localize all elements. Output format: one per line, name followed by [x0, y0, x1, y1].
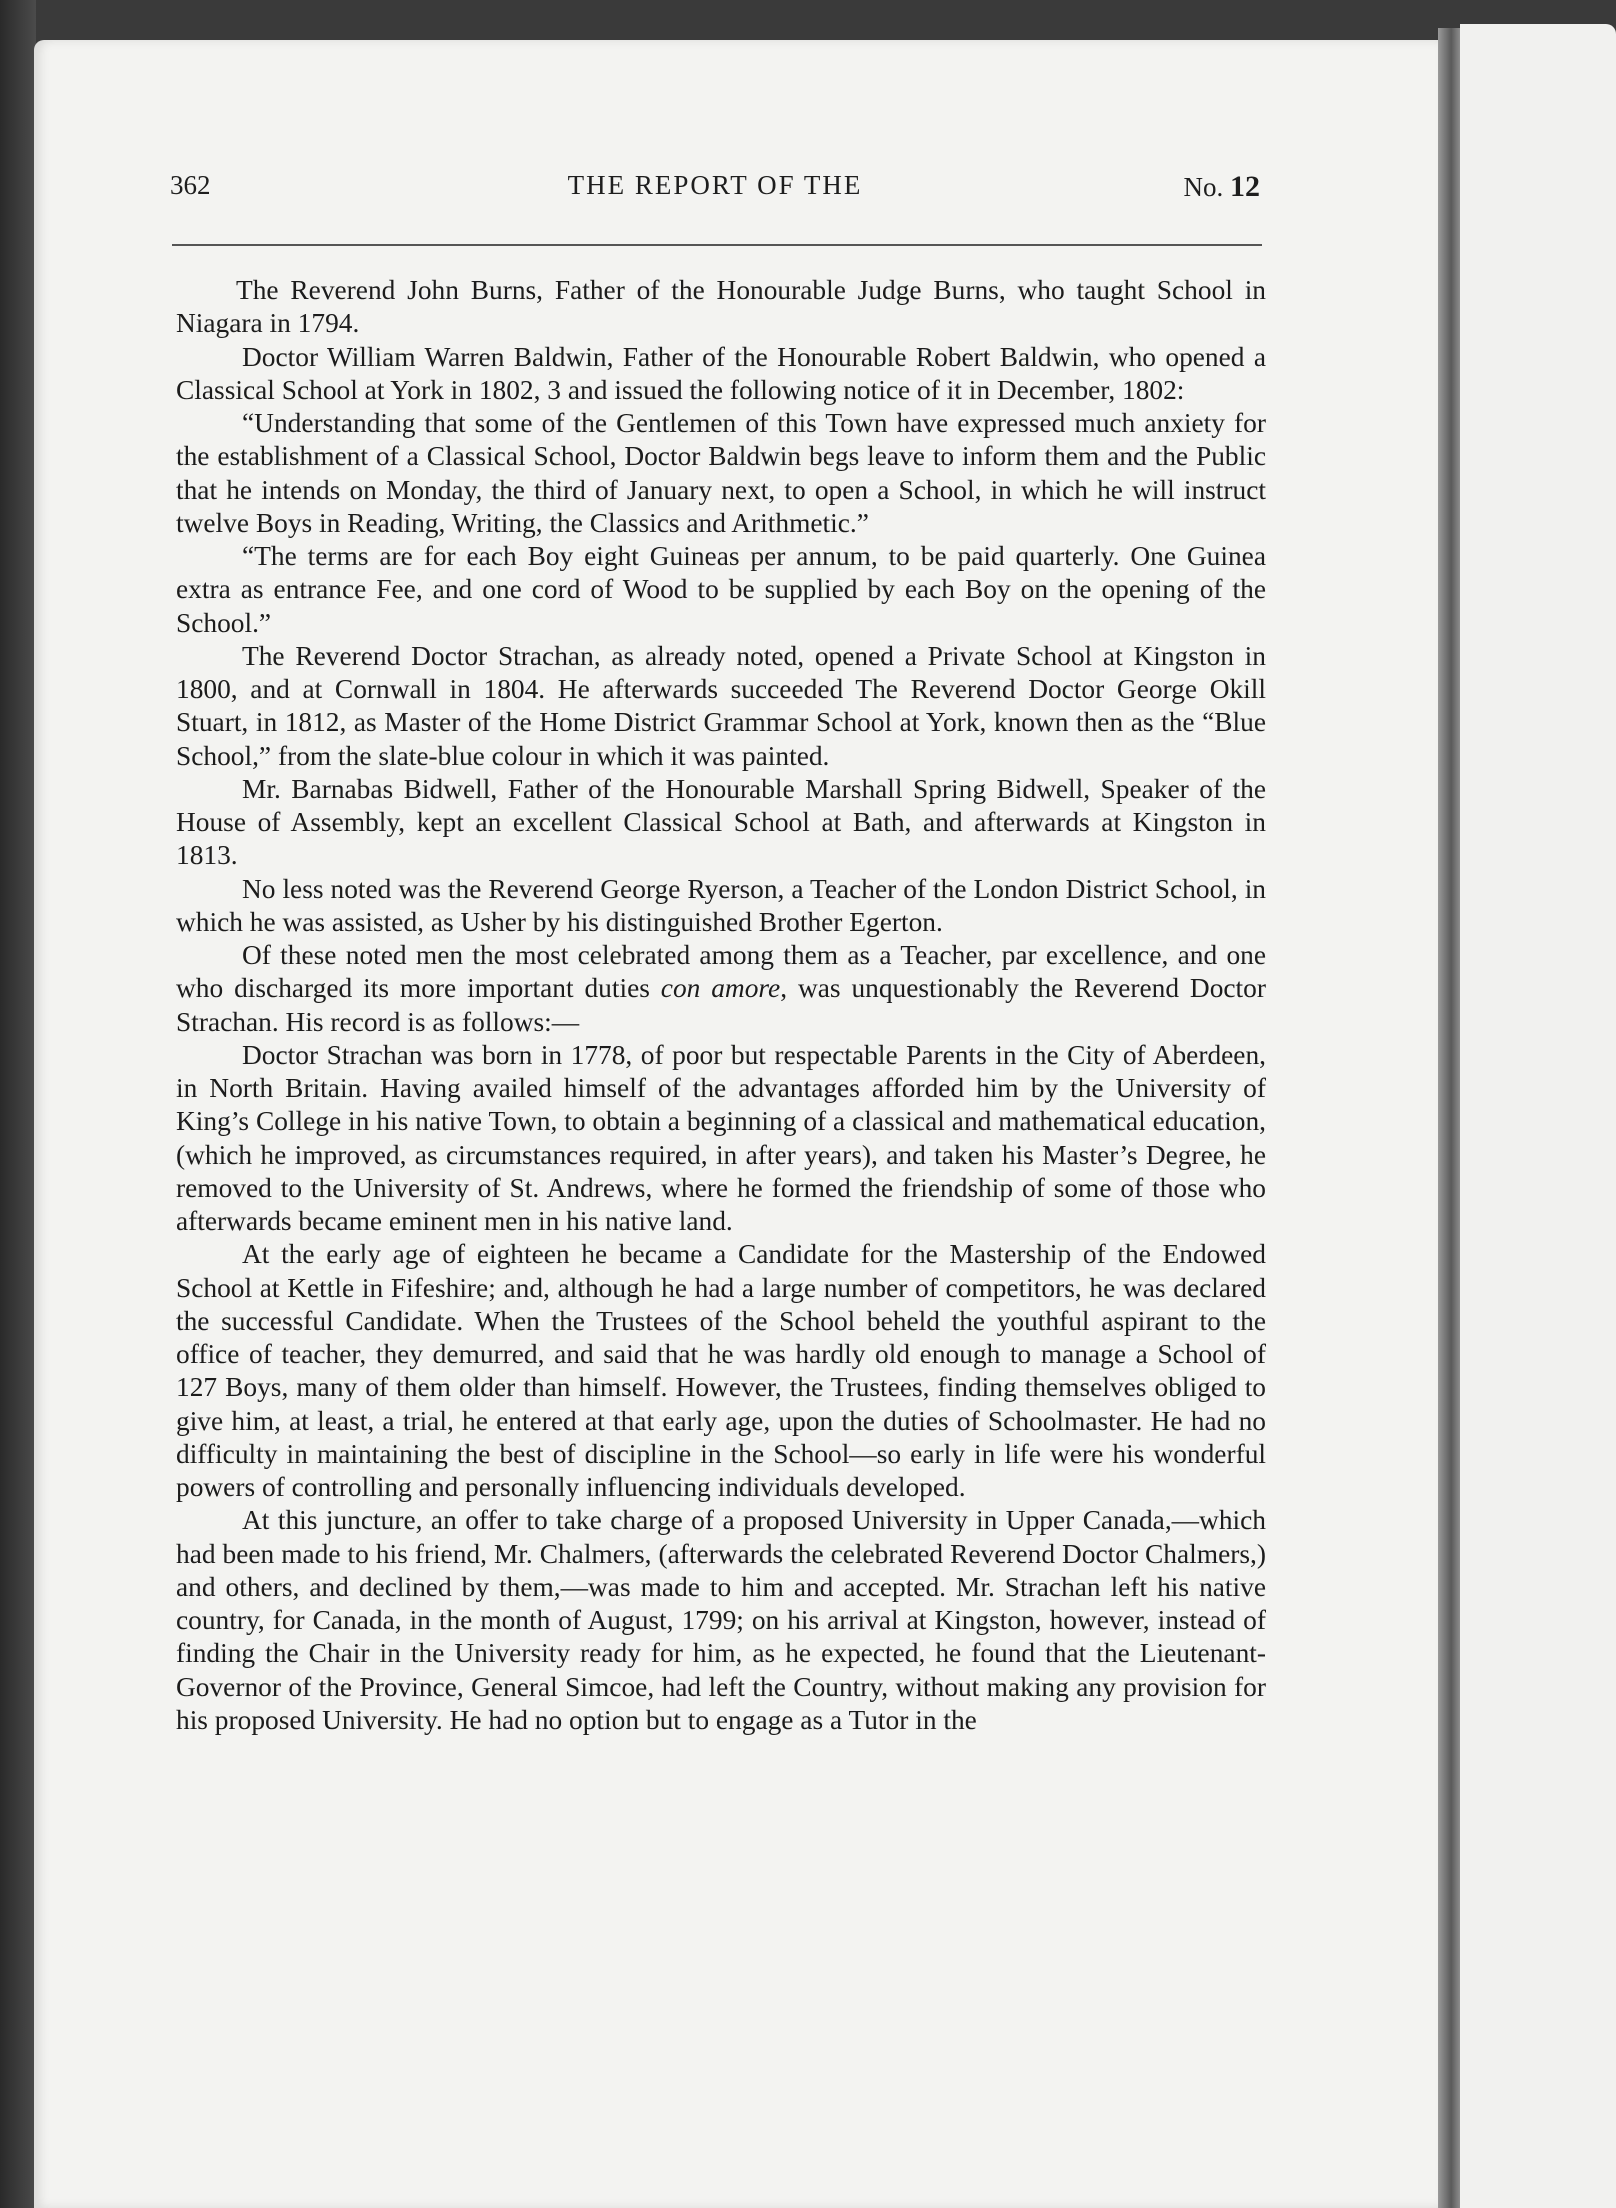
paragraph-terms-quote: “The terms are for each Boy eight Guineas per annum, to be paid quarterly. One Guinea extra as entrance Fee, and one cord of Wood to be supplied by each Boy on the opening of the School.” [176, 541, 1266, 638]
paragraph-notice-quote: “Understanding that some of the Gentlemen of this Town have expressed much anxiety for the establishment of a Classical School, Doctor Baldwin begs leave to inform them and the Public that he intends on Monday, the third of January next, to open a School, in which he will instruct twelve Boys in Reading, Writing, the Classics and Arithmetic.” [176, 408, 1266, 538]
issue-number [1184, 170, 1261, 204]
header-rule [172, 244, 1262, 246]
paragraph-baldwin: Doctor William Warren Baldwin, Father of the Honourable Robert Baldwin, who opened a Classical School at York in 1802, 3 and issued the following notice of it in December, 1802: [176, 341, 1266, 405]
page-header [170, 166, 1260, 210]
paragraph-strachan-schools: The Reverend Doctor Strachan, as already noted, opened a Private School at Kingston in 1800, and at Cornwall in 1804. He afterwards succeeded The Reverend Doctor George Okill Stuart, in 1812, as Master of the Home District Grammar School at York, known then as the “Blue School,” from the slate-blue colour in which it was painted. [176, 640, 1266, 771]
paragraph-bidwell: Mr. Barnabas Bidwell, Father of the Honourable Marshall Spring Bidwell, Speaker of the House of Assembly, kept an excellent Classical School at Bath, and afterwards at Kingston in 1813. [176, 773, 1266, 871]
adjacent-page-edge [1460, 24, 1616, 2208]
running-title: THE REPORT OF THE [567, 170, 863, 200]
italic-phrase: con amore [660, 973, 781, 1004]
paragraph-upper-canada: At this juncture, an offer to take charge of a proposed University in Upper Canada,—which had been made to his friend, Mr. Chalmers, (afterwards the celebrated Reverend Doctor Chalmers,) and others, and declined by them,—was made to him and accepted. Mr. Strachan left his native country, for Canada, in the month of August, 1799; on his arrival at Kingston, however, instead of finding the Chair in the University ready for him, as he expected, he found that the Lieutenant-Governor of the Province, General Simcoe, had left the Country, without making any provision for his proposed University. He had no option but to engage as a Tutor in the [176, 1505, 1266, 1735]
book-left-edge [0, 0, 36, 2208]
paragraph-ryerson: No less noted was the Reverend George Ryerson, a Teacher of the London District School, in which he was assisted, as Usher by his distinguished Brother Egerton. [176, 873, 1266, 937]
body-text [176, 274, 1266, 1737]
paragraph-strachan-birth: Doctor Strachan was born in 1778, of poor but respectable Parents in the City of Aberdeen, in North Britain. Having availed himself of the advantages afforded him by the University of King’s College in his native Town, to obtain a beginning of a classical and mathematical education, (which he improved, as circumstances required, in after years), and taken his Master’s Degree, he removed to the University of St. Andrews, where he formed the friendship of some of those who afterwards became eminent men in his native land. [176, 1039, 1266, 1236]
issue-number-value: 12 [1230, 170, 1260, 203]
page-number: 362 [170, 170, 211, 200]
paragraph-strachan-celebrated [176, 939, 1266, 1039]
paragraph-kettle-school: At the early age of eighteen he became a Candidate for the Mastership of the Endowed School at Kettle in Fifeshire; and, although he had a large number of competitors, he was declared the successful Candidate. When the Trustees of the School beheld the youthful aspirant to the office of teacher, they demurred, and said that he was hardly old enough to manage a School of 127 Boys, many of them older than himself. However, the Trustees, finding themselves obliged to give him, at least, a trial, he entered at that early age, upon the duties of Schoolmaster. He had no difficulty in maintaining the best of discipline in the School—so early in life were his wonderful powers of controlling and personally influencing individuals developed. [176, 1239, 1266, 1502]
paragraph-burns: The Reverend John Burns, Father of the Honourable Judge Burns, who taught School in Niagara in 1794. [176, 275, 1266, 339]
book-gutter [1438, 28, 1460, 2208]
text-run: Of these noted men the most celebrated among them as a Teacher, par excellence, and one who discharged its more important duties [176, 940, 1266, 1004]
issue-prefix: No. [1183, 172, 1224, 202]
text-run: , was unquestionably the Reverend Doctor Strachan. His record is as follows:— [176, 973, 1266, 1037]
